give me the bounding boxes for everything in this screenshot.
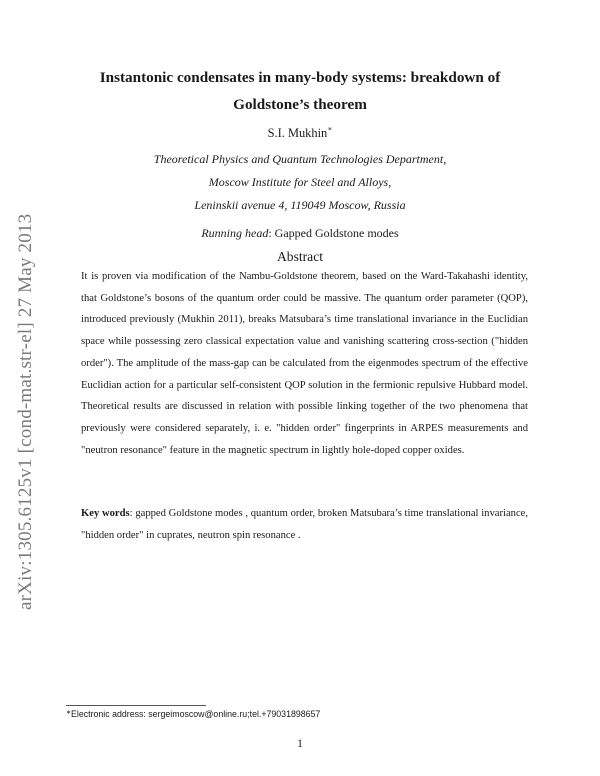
abstract-heading: Abstract [276,249,324,264]
affiliation-line-1: Theoretical Physics and Quantum Technologies Department, [153,152,447,166]
footnote-divider [66,705,206,706]
affiliation-line-2: Moscow Institute for Steel and Alloys, [208,175,392,189]
running-head-text: : Gapped Goldstone modes [268,226,399,240]
affiliation-block [100,148,500,217]
keywords-label: Key words [81,508,130,519]
footnote-mark: ∗ [66,710,72,716]
author-line [100,126,500,141]
abstract-body: It is proven via modification of the Nambu-Goldstone theorem, based on the Ward-Takahashi identity, that Goldstone’s bosons of the quantum order could be massive. The quantum order parameter (QOP), introduced previously (Mukhin 2011), breaks Matsubara’s time translational invariance in the Euclidian space while possessing zero classical expectation value and vanishing scattering cross-section ("hidden order"). The amplitude of the mass-gap can be calculated from the eigenmodes spectrum of the effective Euclidian action for a particular self-consistent QOP solution in the fermionic repulsive Hubbard model. Theoretical results are discussed in relation with possible linking together of the two phenomena that previously were considered separately, i. e. "hidden order" fingerprints in ARPES measurements and "neutron resonance" feature in the magnetic spectrum in lightly hole-doped copper oxides. [81,271,528,456]
arxiv-identifier-stamp [10,160,42,610]
keywords-text: : gapped Goldstone modes , quantum order, broken Matsubara’s time translational invariance, "hidden order" in cuprates, neutron spin resonance . [81,508,528,541]
footnote [66,709,526,719]
paper-title: Instantonic condensates in many-body systems: breakdown of Goldstone’s theorem [99,69,501,113]
footnote-text: Electronic address: sergeimoscow@online.ru;tel.+79031898657 [71,709,321,719]
running-head [100,226,500,241]
author-name: S.I. Mukhin [267,126,328,140]
affiliation-line-3: Leninskii avenue 4, 119049 Moscow, Russia [194,198,406,212]
author-footnote-mark: ∗ [327,124,333,133]
running-head-label: Running head [201,226,269,240]
keywords-paragraph [81,503,528,546]
page-number: 1 [297,738,303,750]
arxiv-identifier-text: arXiv:1305.6125v1 [cond-mat.str-el] 27 May 2013 [15,213,36,610]
